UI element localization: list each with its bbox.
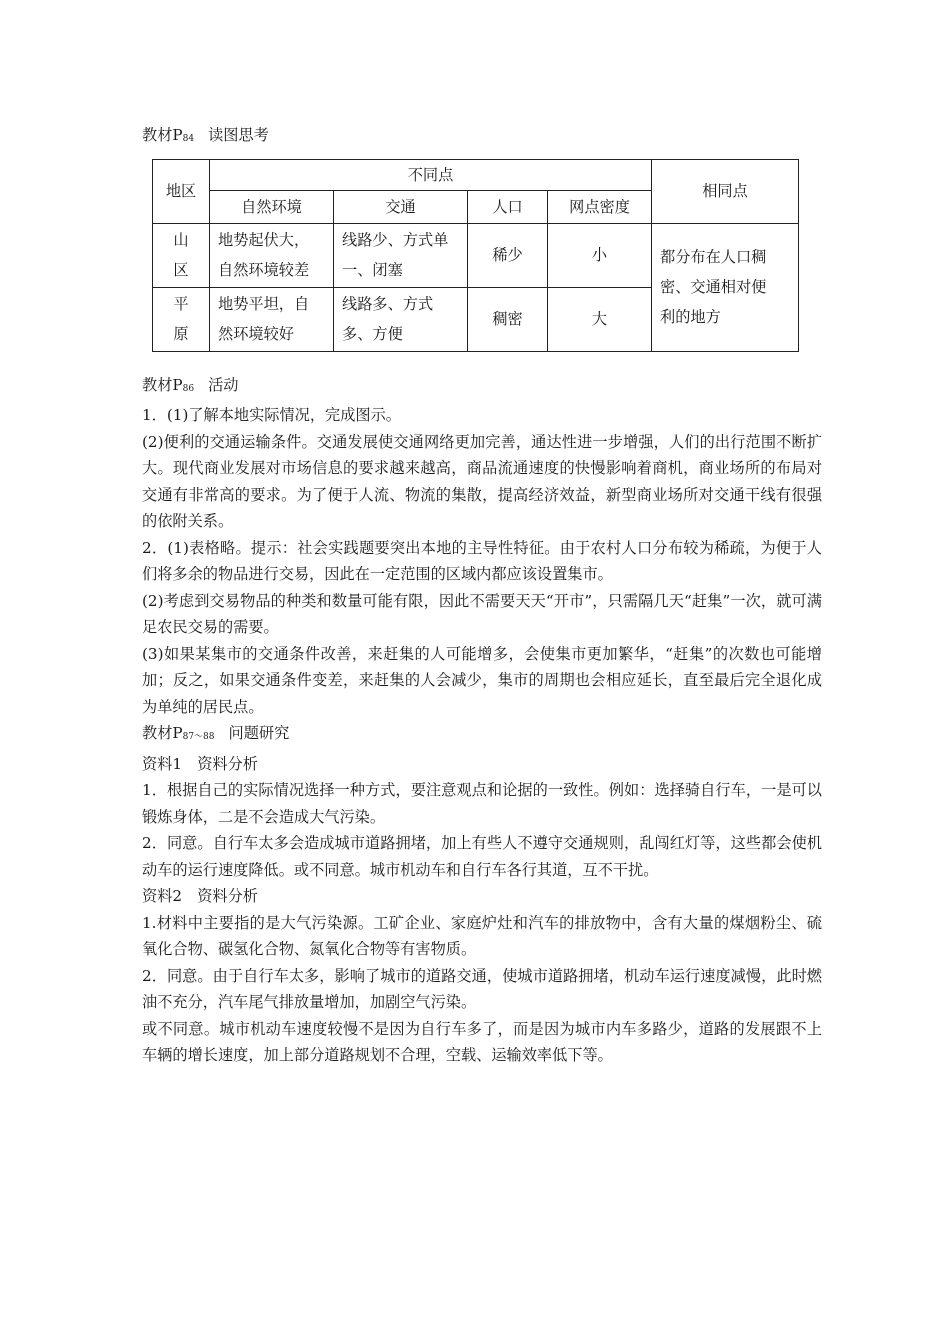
paragraph: (3)如果某集市的交通条件改善，来赶集的人可能增多，会使集市更加繁华，“赶集”的次数也可能增加；反之，如果交通条件变差，来赶集的人会减少，集市的周期也会相应延长，直至最后完全退化成为单纯的居民点。 (142, 644, 822, 716)
paragraph: 1．(1)了解本地实际情况，完成图示。 (142, 406, 401, 424)
cell-pop-mountain: 稀少 (468, 223, 548, 287)
header-density: 网点密度 (548, 190, 652, 223)
header-traffic: 交通 (334, 190, 468, 223)
heading-label: 教材 (142, 724, 173, 742)
paragraph: (2)考虑到交易物品的种类和数量可能有限，因此不需要天天“开市”，只需隔几天“赶集”一次，就可满足农民交易的需要。 (142, 591, 822, 636)
page-ref: P (172, 375, 183, 394)
cell-env-mountain: 地势起伏大， 自然环境较差 (210, 223, 334, 287)
page-ref: P (172, 724, 183, 742)
paragraph: 1．根据自己的实际情况选择一种方式，要注意观点和论据的一致性。例如：选择骑自行车，一是可以锻炼身体，二是不会造成大气污染。 (142, 781, 822, 826)
heading-label: 教材 (142, 126, 173, 144)
paragraph: 或不同意。城市机动车速度较慢不是因为自行车多了，而是因为城市内车多路少，道路的发展跟不上车辆的增长速度，加上部分道路规划不合理，空载、运输效率低下等。 (142, 1019, 822, 1064)
section-heading-p84 (142, 122, 822, 153)
header-region: 地区 (153, 159, 210, 223)
cell-env-plain: 地势平坦，自 然环境较好 (210, 287, 334, 351)
cell-density-plain: 大 (548, 287, 652, 351)
heading-title: 问题研究 (228, 724, 290, 742)
subheading-material-1: 资料1 资料分析 (142, 754, 258, 773)
header-differences: 不同点 (210, 159, 652, 190)
cell-pop-plain: 稠密 (468, 287, 548, 351)
paragraph: 2．(1)表格略。提示：社会实践题要突出本地的主导性特征。由于农村人口分布较为稀疏，为便于人们将多余的物品进行交易，因此在一定范围的区域内都应该设置集市。 (142, 538, 822, 583)
subheading-material-2: 资料2 资料分析 (142, 887, 258, 905)
cell-region-mountain: 山 区 (153, 223, 210, 287)
header-population: 人口 (468, 190, 548, 223)
paragraph: 2．同意。由于自行车太多，影响了城市的道路交通，使城市道路拥堵，机动车运行速度减慢，此时燃油不充分，汽车尾气排放量增加，加剧空气污染。 (142, 966, 822, 1011)
cell-similarities: 都分布在人口稠 密、交通相对便 利的地方 (652, 223, 799, 351)
page-number: 84 (182, 134, 195, 144)
comparison-table (152, 159, 799, 352)
paragraph: (2)便利的交通运输条件。交通发展使交通网络更加完善，通达性进一步增强，人们的出行范围不断扩大。现代商业发展对市场信息的要求越来越高，商品流通速度的快慢影响着商机，商业场所的布局对交通有非常高的要求。为了便于人流、物流的集散，提高经济效益，新型商业场所对交通干线有很强的依附关系。 (142, 432, 822, 530)
paragraph: 2．同意。自行车太多会造成城市道路拥堵，加上有些人不遵守交通规则，乱闯红灯等，这些都会使机动车的运行速度降低。或不同意。城市机动车和自行车各行其道，互不干扰。 (142, 834, 822, 879)
paragraph: 1.材料中主要指的是大气污染源。工矿企业、家庭炉灶和汽车的排放物中，含有大量的煤烟粉尘、硫氧化合物、碳氢化合物、氮氧化合物等有害物质。 (142, 913, 822, 958)
section-heading-p86 (142, 372, 822, 403)
document-page (142, 122, 822, 1069)
cell-region-plain: 平 原 (153, 287, 210, 351)
heading-title: 活动 (208, 375, 239, 394)
page-number: 87～88 (182, 732, 215, 742)
section-heading-p87-88 (142, 720, 822, 751)
header-similarities: 相同点 (652, 159, 799, 223)
cell-traffic-mountain: 线路少、方式单 一、闭塞 (334, 223, 468, 287)
heading-title: 读图思考 (208, 126, 269, 144)
header-environment: 自然环境 (210, 190, 334, 223)
heading-label: 教材 (142, 375, 173, 394)
page-ref: P (172, 126, 183, 144)
cell-traffic-plain: 线路多、方式 多、方便 (334, 287, 468, 351)
cell-density-mountain: 小 (548, 223, 652, 287)
page-number: 86 (182, 383, 195, 394)
